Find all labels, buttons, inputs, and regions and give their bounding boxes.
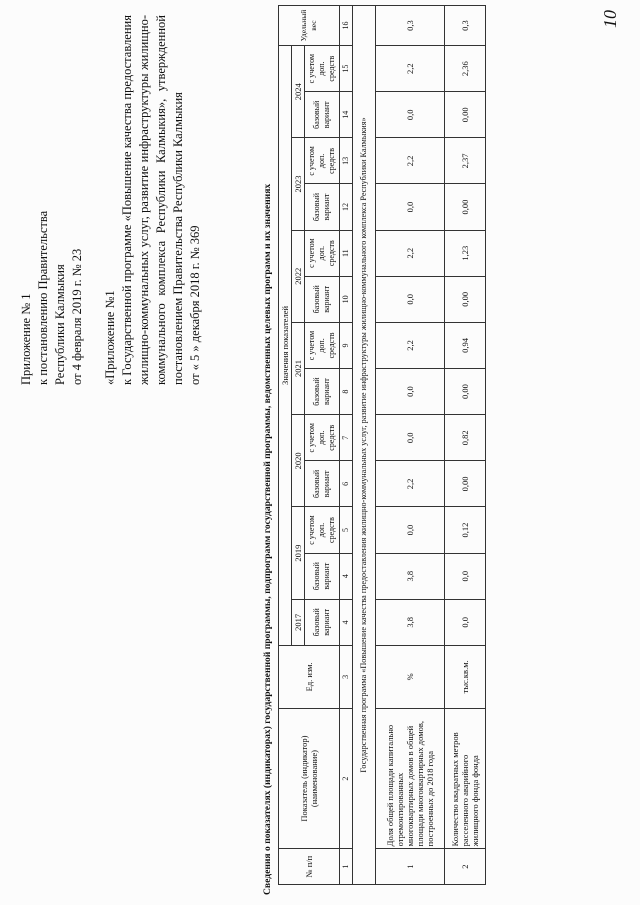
sub-base: базовый вариант [305,599,340,645]
row-value: 0,0 [376,92,445,138]
appendix-line-3: Республики Калмыкия [53,264,67,385]
col-number: 11 [340,230,353,276]
column-number-row [340,6,353,885]
row-value: 0,0 [376,369,445,415]
year-2023: 2023 [292,138,305,230]
row-value: 2,2 [376,230,445,276]
quote-appendix-label: «Приложение №1 [103,290,117,385]
sub-extra: с учетом доп. средств [305,322,340,368]
row-value: 0,00 [445,184,486,230]
col-number: 14 [340,92,353,138]
col-number: 5 [340,507,353,553]
row-value: 2,2 [376,461,445,507]
sub-extra: с учетом доп. средств [305,507,340,553]
sub-extra: с учетом доп. средств [305,46,340,92]
sub-base: базовый вариант [305,92,340,138]
section-title: Государственная программа «Повышение качества предоставления жилищно-коммунальных услуг, развитие инфраструктуры жилищно-коммунального комплекса Республики Калмыкия» [353,6,376,885]
col-number: 2 [340,708,353,849]
header-indicator: Показатель (индикатор) (наименование) [279,708,340,849]
row-value: 0,0 [445,553,486,599]
row-value: 0,94 [445,322,486,368]
col-number: 7 [340,415,353,461]
header-values: Значения показателей [279,46,292,646]
appendix-label: Приложение № 1 [19,293,33,385]
sub-base: базовый вариант [305,461,340,507]
row-value: 0,0 [376,276,445,322]
table-caption: Сведения о показателях (индикаторах) государственной программы, подпрограмм государственной программы, ведомственных целевых программ и их значениях [262,183,273,895]
col-number: 15 [340,46,353,92]
row-value: 2,37 [445,138,486,184]
col-number: 1 [340,849,353,885]
row-unit: % [376,645,445,708]
sub-base: базовый вариант [305,276,340,322]
row-value: 2,36 [445,46,486,92]
sub-extra: с учетом доп. средств [305,138,340,184]
sub-extra: с учетом доп. средств [305,415,340,461]
row-value: 0,0 [376,184,445,230]
row-value: 3,8 [376,553,445,599]
row-value: 0,0 [445,599,486,645]
table-row [445,6,486,885]
row-value: 3,8 [376,599,445,645]
row-value: 0,00 [445,461,486,507]
year-2019: 2019 [292,507,305,599]
page-number: 10 [600,10,620,28]
row-value: 1,23 [445,230,486,276]
appendix-header [18,0,204,385]
col-number: 6 [340,461,353,507]
appendix-line-4: от 4 февраля 2019 г. № 23 [70,248,84,385]
row-value: 0,82 [445,415,486,461]
quote-date: от « 5 » декабря 2018 г. № 369 [188,225,202,385]
col-number: 12 [340,184,353,230]
row-num: 1 [376,849,445,885]
col-number: 16 [340,6,353,46]
table-row [376,6,445,885]
appendix-line-2: к постановлению Правительства [36,210,50,385]
header-num: № п/п [279,849,340,885]
col-number: 8 [340,369,353,415]
indicators-table [278,5,486,885]
sub-extra: с учетом доп. средств [305,230,340,276]
row-weight: 0,3 [376,6,445,46]
row-value: 2,2 [376,322,445,368]
row-weight: 0,3 [445,6,486,46]
col-number: 4 [340,599,353,645]
header-unit: Ед. изм. [279,645,340,708]
year-2022: 2022 [292,230,305,322]
col-number: 3 [340,645,353,708]
row-value: 0,12 [445,507,486,553]
header-weight: Удельный вес [279,6,340,46]
sub-base: базовый вариант [305,184,340,230]
col-number: 10 [340,276,353,322]
row-indicator: Доля общей площади капитально отремонтированных многоквартирных домов в общей площади многоквартирных домов, построенных до 2018 года [376,708,445,849]
row-num: 2 [445,849,486,885]
col-number: 13 [340,138,353,184]
year-2020: 2020 [292,415,305,507]
col-number: 4 [340,553,353,599]
sub-base: базовый вариант [305,369,340,415]
row-value: 0,0 [376,507,445,553]
sub-base: базовый вариант [305,553,340,599]
quote-text: к Государственной программе «Повышение качества предоставления жилищно-коммунальных услуг, развитие инфраструктуры жилищно-коммунального комплекса Республики Калмыкия», утвержденной постановлением Правительства Республики Калмыкия [120,15,185,385]
year-2017: 2017 [292,599,305,645]
row-value: 0,00 [445,276,486,322]
row-unit: тыс.кв.м. [445,645,486,708]
row-value: 2,2 [376,138,445,184]
col-number: 9 [340,322,353,368]
year-2021: 2021 [292,322,305,414]
year-2024: 2024 [292,46,305,138]
row-value: 0,00 [445,369,486,415]
row-value: 0,0 [376,415,445,461]
row-value: 2,2 [376,46,445,92]
row-value: 0,00 [445,92,486,138]
row-indicator: Количество квадратных метров расселенного аварийного жилищного фонда фонда [445,708,486,849]
